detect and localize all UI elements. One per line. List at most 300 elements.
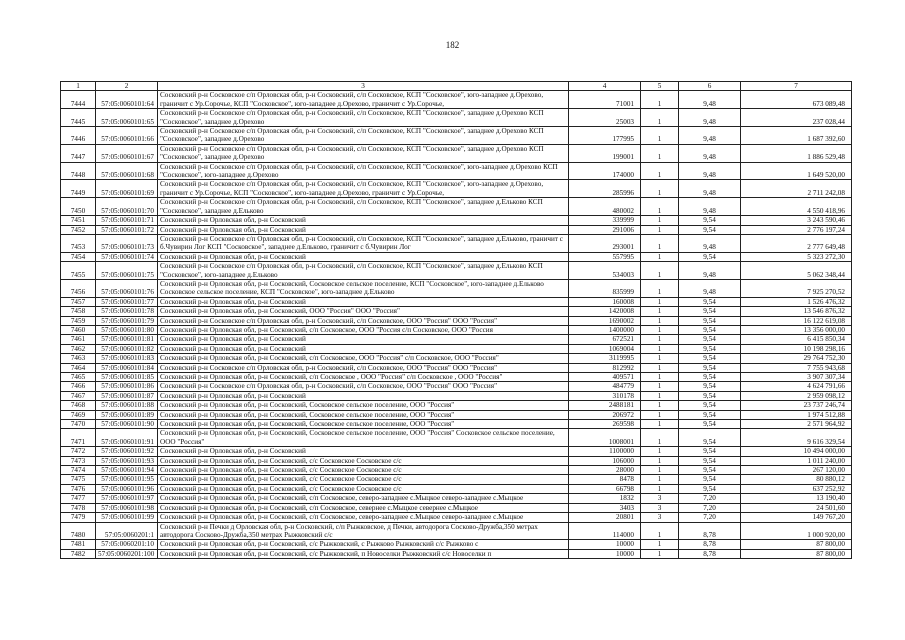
area-value: 1100000 xyxy=(569,447,641,456)
area-value: 1420008 xyxy=(569,307,641,316)
location-description: Сосковский р-н Орловская обл, р-н Сосковский, с/п Сосковское, ООО "Россия с/п Сосковское, ООО "Россия xyxy=(158,325,569,334)
cadastral-number: 57:05:0060101:74 xyxy=(96,252,158,261)
quantity-value: 1 xyxy=(641,549,679,558)
location-description: Сосковский р-н Орловская обл, р-н Сосковский, Сосковское сельское поселение, ООО "Россия" Сосковское сельское поселение, ООО "Россия" xyxy=(158,429,569,447)
table-row xyxy=(61,466,852,475)
cadastral-number: 57:05:0060101:64 xyxy=(96,91,158,109)
area-value: 10000 xyxy=(569,549,641,558)
cadastral-number: 57:05:0060101:88 xyxy=(96,401,158,410)
cadastral-number: 57:05:0060101:96 xyxy=(96,484,158,493)
cadastral-number: 57:05:0060101:73 xyxy=(96,234,158,252)
location-description: Сосковский р-н Сосковское с/п Орловская обл, р-н Сосковский, с/п Сосковское, ООО "Россия" ООО "Россия" xyxy=(158,316,569,325)
area-value: 3119995 xyxy=(569,354,641,363)
area-value: 66798 xyxy=(569,484,641,493)
quantity-value: 1 xyxy=(641,354,679,363)
cadastral-number: 57:05:0060101:66 xyxy=(96,127,158,145)
quantity-value: 1 xyxy=(641,180,679,198)
cadastral-number: 57:05:0060201:1 xyxy=(96,522,158,540)
location-description: Сосковский р-н Орловская обл, р-н Сосковский, Сосковское сельское поселение, ООО "Россия" xyxy=(158,410,569,419)
rate-value: 9,48 xyxy=(679,91,741,109)
sum-value: 87 800,00 xyxy=(741,540,852,549)
sum-value: 5 062 348,44 xyxy=(741,262,852,280)
rate-value: 9,54 xyxy=(679,447,741,456)
row-number: 7456 xyxy=(61,279,96,297)
area-value: 812992 xyxy=(569,363,641,372)
cadastral-number: 57:05:0060101:92 xyxy=(96,447,158,456)
location-description: Сосковский р-н Сосковское с/п Орловская обл, р-н Сосковский, с/п Сосковское, КСП "Сосковское", юго-западнее д.Орехово КСП "Сосковское", юго-западнее д.Орехово xyxy=(158,162,569,180)
rate-value: 9,54 xyxy=(679,391,741,400)
quantity-value: 1 xyxy=(641,307,679,316)
area-value: 28000 xyxy=(569,466,641,475)
rate-value: 9,54 xyxy=(679,325,741,334)
sum-value: 673 089,48 xyxy=(741,91,852,109)
quantity-value: 1 xyxy=(641,91,679,109)
quantity-value: 1 xyxy=(641,198,679,216)
quantity-value: 1 xyxy=(641,429,679,447)
rate-value: 9,54 xyxy=(679,466,741,475)
area-value: 835999 xyxy=(569,279,641,297)
sum-value: 1 974 512,88 xyxy=(741,410,852,419)
rate-value: 8,78 xyxy=(679,549,741,558)
location-description: Сосковский р-н Орловская обл, р-н Сосковский, Сосковское сельское поселение, ООО "Россия" xyxy=(158,401,569,410)
rate-value: 9,54 xyxy=(679,382,741,391)
sum-value: 3 243 590,46 xyxy=(741,216,852,225)
rate-value: 9,54 xyxy=(679,484,741,493)
table-row xyxy=(61,234,852,252)
col-header-6: 6 xyxy=(679,82,741,91)
cadastral-number: 57:05:0060101:80 xyxy=(96,325,158,334)
row-number: 7474 xyxy=(61,466,96,475)
area-value: 10000 xyxy=(569,540,641,549)
sum-value: 4 624 791,66 xyxy=(741,382,852,391)
row-number: 7464 xyxy=(61,363,96,372)
area-value: 557995 xyxy=(569,252,641,261)
table-row xyxy=(61,420,852,429)
cadastral-number: 57:05:0060101:94 xyxy=(96,466,158,475)
row-number: 7473 xyxy=(61,456,96,465)
location-description: Сосковский р-н Орловская обл, р-н Сосковский, Сосковское сельское поселение, ООО "Россия" xyxy=(158,420,569,429)
cadastral-number: 57:05:0060101:95 xyxy=(96,475,158,484)
quantity-value: 3 xyxy=(641,513,679,522)
row-number: 7469 xyxy=(61,410,96,419)
quantity-value: 1 xyxy=(641,466,679,475)
rate-value: 7,20 xyxy=(679,494,741,503)
sum-value: 267 120,00 xyxy=(741,466,852,475)
rate-value: 9,54 xyxy=(679,373,741,382)
row-number: 7470 xyxy=(61,420,96,429)
cadastral-number: 57:05:0060101:98 xyxy=(96,503,158,512)
table-row xyxy=(61,354,852,363)
area-value: 672521 xyxy=(569,335,641,344)
sum-value: 637 252,92 xyxy=(741,484,852,493)
row-number: 7452 xyxy=(61,225,96,234)
rate-value: 9,54 xyxy=(679,307,741,316)
row-number: 7459 xyxy=(61,316,96,325)
cadastral-number: 57:05:0060101:69 xyxy=(96,180,158,198)
cadastral-number: 57:05:0060201:100 xyxy=(96,549,158,558)
table-row xyxy=(61,297,852,306)
table-row xyxy=(61,180,852,198)
area-value: 20801 xyxy=(569,513,641,522)
row-number: 7446 xyxy=(61,127,96,145)
row-number: 7457 xyxy=(61,297,96,306)
quantity-value: 1 xyxy=(641,475,679,484)
rate-value: 9,48 xyxy=(679,144,741,162)
col-header-5: 5 xyxy=(641,82,679,91)
table-row xyxy=(61,127,852,145)
table-row xyxy=(61,279,852,297)
rate-value: 9,54 xyxy=(679,410,741,419)
rate-value: 9,48 xyxy=(679,198,741,216)
sum-value: 10 198 298,16 xyxy=(741,344,852,353)
location-description: Сосковский р-н Орловская обл, р-н Сосковский, с/п Сосковское , ООО "Россия" с/п Сосковское , ООО "Россия" xyxy=(158,373,569,382)
location-description: Сосковский р-н Орловская обл, р-н Сосковский, с/с Сосковское Сосковское с/с xyxy=(158,475,569,484)
rate-value: 9,54 xyxy=(679,316,741,325)
sum-value: 13 546 876,32 xyxy=(741,307,852,316)
rate-value: 9,54 xyxy=(679,456,741,465)
quantity-value: 3 xyxy=(641,503,679,512)
rate-value: 9,48 xyxy=(679,279,741,297)
location-description: Сосковский р-н Орловская обл, р-н Сосковский, с/п Сосковское, северо-западнее с.Мыцкое северо-западнее с.Мыцкое xyxy=(158,494,569,503)
row-number: 7467 xyxy=(61,391,96,400)
sum-value: 1 687 392,60 xyxy=(741,127,852,145)
col-header-3: 3 xyxy=(158,82,569,91)
quantity-value: 1 xyxy=(641,234,679,252)
quantity-value: 1 xyxy=(641,162,679,180)
cadastral-number: 57:05:0060101:79 xyxy=(96,316,158,325)
location-description: Сосковский р-н Сосковское с/п Орловская обл, р-н Сосковский, с/п Сосковское, КСП "Сосковское", юго-западнее д.Орехово, граничит с Ур.Сорочье, КСП "Сосковское", юго-западнее д.Орехово, граничит с Ур.Сорочье, xyxy=(158,91,569,109)
row-number: 7463 xyxy=(61,354,96,363)
sum-value: 1 526 476,32 xyxy=(741,297,852,306)
area-value: 160008 xyxy=(569,297,641,306)
cadastral-number: 57:05:0060101:65 xyxy=(96,109,158,127)
table-row xyxy=(61,262,852,280)
table-row xyxy=(61,549,852,558)
sum-value: 5 323 272,30 xyxy=(741,252,852,261)
sum-value: 1 886 529,48 xyxy=(741,144,852,162)
sum-value: 2 959 098,12 xyxy=(741,391,852,400)
quantity-value: 1 xyxy=(641,127,679,145)
quantity-value: 1 xyxy=(641,252,679,261)
sum-value: 2 777 649,48 xyxy=(741,234,852,252)
quantity-value: 1 xyxy=(641,262,679,280)
location-description: Сосковский р-н Орловская обл, р-н Сосковский, с/п Сосковское, ООО "Россия" с/п Сосковское, ООО "Россия" xyxy=(158,354,569,363)
row-number: 7451 xyxy=(61,216,96,225)
area-value: 1400000 xyxy=(569,325,641,334)
location-description: Сосковский р-н Сосковское с/п Орловская обл, р-н Сосковский, с/п Сосковское, КСП "Сосковское", западнее д.Орехово КСП "Сосковское", западнее д.Орехово xyxy=(158,144,569,162)
table-row xyxy=(61,252,852,261)
location-description: Сосковский р-н Сосковское с/п Орловская обл, р-н Сосковский, с/п Сосковское, КСП "Сосковское", западнее д.Орехово КСП "Сосковское", западнее д.Орехово xyxy=(158,127,569,145)
rate-value: 9,54 xyxy=(679,297,741,306)
cadastral-number: 57:05:0060101:71 xyxy=(96,216,158,225)
cadastral-number: 57:05:0060101:90 xyxy=(96,420,158,429)
row-number: 7453 xyxy=(61,234,96,252)
cadastral-number: 57:05:0060101:83 xyxy=(96,354,158,363)
sum-value: 2 776 197,24 xyxy=(741,225,852,234)
row-number: 7472 xyxy=(61,447,96,456)
area-value: 71001 xyxy=(569,91,641,109)
cadastral-number: 57:05:0060101:82 xyxy=(96,344,158,353)
area-value: 8478 xyxy=(569,475,641,484)
rate-value: 9,48 xyxy=(679,262,741,280)
table-row xyxy=(61,344,852,353)
location-description: Сосковский р-н Орловская обл, р-н Сосковский, с/с Сосковское Сосковское с/с xyxy=(158,466,569,475)
location-description: Сосковский р-н Орловская обл, р-н Сосковский xyxy=(158,252,569,261)
quantity-value: 3 xyxy=(641,494,679,503)
location-description: Сосковский р-н Орловская обл, р-н Сосковский xyxy=(158,391,569,400)
area-value: 206972 xyxy=(569,410,641,419)
table-row xyxy=(61,162,852,180)
rate-value: 7,20 xyxy=(679,513,741,522)
area-value: 409571 xyxy=(569,373,641,382)
rate-value: 7,20 xyxy=(679,503,741,512)
rate-value: 8,78 xyxy=(679,522,741,540)
sum-value: 80 880,12 xyxy=(741,475,852,484)
row-number: 7450 xyxy=(61,198,96,216)
rate-value: 9,48 xyxy=(679,162,741,180)
rate-value: 9,48 xyxy=(679,234,741,252)
area-value: 1069004 xyxy=(569,344,641,353)
table-body xyxy=(61,91,852,559)
sum-value: 13 190,40 xyxy=(741,494,852,503)
area-value: 1008001 xyxy=(569,429,641,447)
quantity-value: 1 xyxy=(641,373,679,382)
area-value: 285996 xyxy=(569,180,641,198)
area-value: 3403 xyxy=(569,503,641,512)
rate-value: 9,48 xyxy=(679,180,741,198)
table-row xyxy=(61,410,852,419)
sum-value: 9 616 329,54 xyxy=(741,429,852,447)
cadastral-number: 57:05:0060101:72 xyxy=(96,225,158,234)
table-row xyxy=(61,316,852,325)
area-value: 2488181 xyxy=(569,401,641,410)
location-description: Сосковский р-н Печки д Орловская обл, р-н Сосковский, с/п Рыжковское, д Печки, автодорога Сосково-Дружба,350 метрах автодорога Сосково-Дружба,350 метрах Рыжковский с/с xyxy=(158,522,569,540)
row-number: 7479 xyxy=(61,513,96,522)
sum-value: 6 415 850,34 xyxy=(741,335,852,344)
sum-value: 4 550 418,96 xyxy=(741,198,852,216)
area-value: 177995 xyxy=(569,127,641,145)
quantity-value: 1 xyxy=(641,420,679,429)
rate-value: 9,54 xyxy=(679,475,741,484)
rate-value: 8,78 xyxy=(679,540,741,549)
area-value: 293001 xyxy=(569,234,641,252)
row-number: 7466 xyxy=(61,382,96,391)
location-description: Сосковский р-н Орловская обл, р-н Сосковский, ООО "Россия" ООО "Россия" xyxy=(158,307,569,316)
sum-value: 1 011 240,00 xyxy=(741,456,852,465)
quantity-value: 1 xyxy=(641,344,679,353)
location-description: Сосковский р-н Орловская обл, р-н Сосковский, с/с Рыжковский, п Новоселки Рыжковский с/с Новоселки п xyxy=(158,549,569,558)
sum-value: 1 000 920,00 xyxy=(741,522,852,540)
row-number: 7458 xyxy=(61,307,96,316)
col-header-4: 4 xyxy=(569,82,641,91)
cadastral-number: 57:05:0060101:97 xyxy=(96,494,158,503)
area-value: 480002 xyxy=(569,198,641,216)
rate-value: 9,54 xyxy=(679,401,741,410)
location-description: Сосковский р-н Сосковское с/п Орловская обл, р-н Сосковский, с/п Сосковское, КСП "Сосковское", западнее д.Орехово КСП "Сосковское", западнее д.Орехово xyxy=(158,109,569,127)
quantity-value: 1 xyxy=(641,363,679,372)
row-number: 7478 xyxy=(61,503,96,512)
sum-value: 24 501,60 xyxy=(741,503,852,512)
table-row xyxy=(61,391,852,400)
cadastral-number: 57:05:0060101:85 xyxy=(96,373,158,382)
rate-value: 9,54 xyxy=(679,335,741,344)
location-description: Сосковский р-н Орловская обл, р-н Сосковский, с/п Сосковское, севернее с.Мыцкое севернее с.Мыцкое xyxy=(158,503,569,512)
table-row xyxy=(61,363,852,372)
location-description: Сосковский р-н Орловская обл, р-н Сосковский xyxy=(158,225,569,234)
cadastral-number: 57:05:0060101:91 xyxy=(96,429,158,447)
quantity-value: 1 xyxy=(641,447,679,456)
quantity-value: 1 xyxy=(641,325,679,334)
sum-value: 2 711 242,08 xyxy=(741,180,852,198)
cadastral-number: 57:05:0060201:10 xyxy=(96,540,158,549)
area-value: 174000 xyxy=(569,162,641,180)
row-number: 7455 xyxy=(61,262,96,280)
table-row xyxy=(61,373,852,382)
table-row xyxy=(61,429,852,447)
area-value: 199001 xyxy=(569,144,641,162)
quantity-value: 1 xyxy=(641,297,679,306)
location-description: Сосковский р-н Орловская обл, р-н Сосковский xyxy=(158,297,569,306)
rate-value: 9,54 xyxy=(679,252,741,261)
cadastral-number: 57:05:0060101:75 xyxy=(96,262,158,280)
rate-value: 9,54 xyxy=(679,225,741,234)
location-description: Сосковский р-н Сосковское с/п Орловская обл, р-н Сосковский, с/п Сосковское, КСП "Сосковское", западнее д.Ельково КСП "Сосковское", западнее д.Ельково xyxy=(158,198,569,216)
area-value: 25003 xyxy=(569,109,641,127)
area-value: 106000 xyxy=(569,456,641,465)
sum-value: 2 571 964,92 xyxy=(741,420,852,429)
rate-value: 9,54 xyxy=(679,344,741,353)
row-number: 7460 xyxy=(61,325,96,334)
quantity-value: 1 xyxy=(641,456,679,465)
quantity-value: 1 xyxy=(641,540,679,549)
location-description: Сосковский р-н Орловская обл, р-н Сосковский, с/с Рыжковский, с Рыжково Рыжковский с/с Рыжково с xyxy=(158,540,569,549)
sum-value: 29 764 752,30 xyxy=(741,354,852,363)
sum-value: 87 800,00 xyxy=(741,549,852,558)
location-description: Сосковский р-н Орловская обл, р-н Сосковский, с/п Сосковское, северо-западнее с.Мыцкое северо-западнее с.Мыцкое xyxy=(158,513,569,522)
row-number: 7465 xyxy=(61,373,96,382)
land-plots-table xyxy=(60,81,852,559)
quantity-value: 1 xyxy=(641,144,679,162)
quantity-value: 1 xyxy=(641,216,679,225)
cadastral-number: 57:05:0060101:77 xyxy=(96,297,158,306)
location-description: Сосковский р-н Орловская обл, р-н Сосковский xyxy=(158,216,569,225)
cadastral-number: 57:05:0060101:78 xyxy=(96,307,158,316)
location-description: Сосковский р-н Сосковское с/п Орловская обл, р-н Сосковский, с/п Сосковское, ООО "Россия" ООО "Россия" xyxy=(158,363,569,372)
cadastral-number: 57:05:0060101:89 xyxy=(96,410,158,419)
table-row xyxy=(61,494,852,503)
rate-value: 9,54 xyxy=(679,363,741,372)
rate-value: 9,54 xyxy=(679,216,741,225)
area-value: 1690002 xyxy=(569,316,641,325)
table-row xyxy=(61,475,852,484)
row-number: 7475 xyxy=(61,475,96,484)
row-number: 7477 xyxy=(61,494,96,503)
location-description: Сосковский р-н Сосковское с/п Орловская обл, р-н Сосковский, с/п Сосковское, КСП "Сосковское", западнее д.Ельково, граничит с б.Чувирин Лог КСП "Сосковское", западнее д.Ельково, граничит с б.Чувирин Лог xyxy=(158,234,569,252)
row-number: 7481 xyxy=(61,540,96,549)
row-number: 7468 xyxy=(61,401,96,410)
area-value: 269598 xyxy=(569,420,641,429)
row-number: 7482 xyxy=(61,549,96,558)
cadastral-number: 57:05:0060101:86 xyxy=(96,382,158,391)
table-row xyxy=(61,540,852,549)
quantity-value: 1 xyxy=(641,522,679,540)
location-description: Сосковский р-н Орловская обл, р-н Сосковский, с/с Сосковское Сосковское с/с xyxy=(158,484,569,493)
rate-value: 9,48 xyxy=(679,127,741,145)
col-header-1: 1 xyxy=(61,82,96,91)
area-value: 484779 xyxy=(569,382,641,391)
row-number: 7480 xyxy=(61,522,96,540)
table-row xyxy=(61,144,852,162)
location-description: Сосковский р-н Сосковское с/п Орловская обл, р-н Сосковский, с/п Сосковское, КСП "Сосковское", западнее д.Ельково КСП "Сосковское", юго-западнее д.Ельково xyxy=(158,262,569,280)
sum-value: 7 755 943,68 xyxy=(741,363,852,372)
location-description: Сосковский р-н Орловская обл, р-н Сосковский, с/с Сосковское Сосковское с/с xyxy=(158,456,569,465)
sum-value: 23 737 246,74 xyxy=(741,401,852,410)
row-number: 7445 xyxy=(61,109,96,127)
location-description: Сосковский р-н Орловская обл, р-н Сосковский xyxy=(158,344,569,353)
location-description: Сосковский р-н Орловская обл, р-н Сосковский xyxy=(158,447,569,456)
page-number: 182 xyxy=(445,40,460,50)
quantity-value: 1 xyxy=(641,316,679,325)
location-description: Сосковский р-н Сосковское с/п Орловская обл, р-н Сосковский, с/п Сосковское, КСП "Сосковское", юго-западнее д.Орехово, граничит с Ур.Сорочье, КСП "Сосковское", юго-западнее д.Орехово, граничит с Ур.Сорочье, xyxy=(158,180,569,198)
table-row xyxy=(61,484,852,493)
quantity-value: 1 xyxy=(641,391,679,400)
area-value: 339999 xyxy=(569,216,641,225)
table-row xyxy=(61,513,852,522)
row-number: 7454 xyxy=(61,252,96,261)
table-row xyxy=(61,335,852,344)
rate-value: 9,54 xyxy=(679,420,741,429)
rate-value: 9,54 xyxy=(679,354,741,363)
sum-value: 1 649 520,00 xyxy=(741,162,852,180)
area-value: 310178 xyxy=(569,391,641,400)
area-value: 291006 xyxy=(569,225,641,234)
table-row xyxy=(61,91,852,109)
quantity-value: 1 xyxy=(641,279,679,297)
cadastral-number: 57:05:0060101:84 xyxy=(96,363,158,372)
cadastral-number: 57:05:0060101:76 xyxy=(96,279,158,297)
location-description: Сосковский р-н Орловская обл, р-н Сосковский, Сосковское сельское поселение, КСП "Сосковское", юго-западнее д.Ельково Сосковское сельское поселение, КСП "Сосковское", юго-западнее д.Ельково xyxy=(158,279,569,297)
table-row xyxy=(61,198,852,216)
table-row xyxy=(61,456,852,465)
cadastral-number: 57:05:0060101:70 xyxy=(96,198,158,216)
col-header-2: 2 xyxy=(96,82,158,91)
row-number: 7462 xyxy=(61,344,96,353)
rate-value: 9,48 xyxy=(679,109,741,127)
table-row xyxy=(61,382,852,391)
row-number: 7448 xyxy=(61,162,96,180)
table-row xyxy=(61,447,852,456)
cadastral-number: 57:05:0060101:81 xyxy=(96,335,158,344)
sum-value: 13 356 000,00 xyxy=(741,325,852,334)
row-number: 7461 xyxy=(61,335,96,344)
rate-value: 9,54 xyxy=(679,429,741,447)
sum-value: 237 028,44 xyxy=(741,109,852,127)
table-row xyxy=(61,307,852,316)
table-row xyxy=(61,216,852,225)
table-row xyxy=(61,522,852,540)
sum-value: 149 767,20 xyxy=(741,513,852,522)
quantity-value: 1 xyxy=(641,410,679,419)
location-description: Сосковский р-н Орловская обл, р-н Сосковский xyxy=(158,335,569,344)
quantity-value: 1 xyxy=(641,401,679,410)
row-number: 7444 xyxy=(61,91,96,109)
table-row xyxy=(61,325,852,334)
table-row xyxy=(61,225,852,234)
cadastral-number: 57:05:0060101:93 xyxy=(96,456,158,465)
header-row xyxy=(61,82,852,91)
row-number: 7447 xyxy=(61,144,96,162)
sum-value: 10 494 000,00 xyxy=(741,447,852,456)
